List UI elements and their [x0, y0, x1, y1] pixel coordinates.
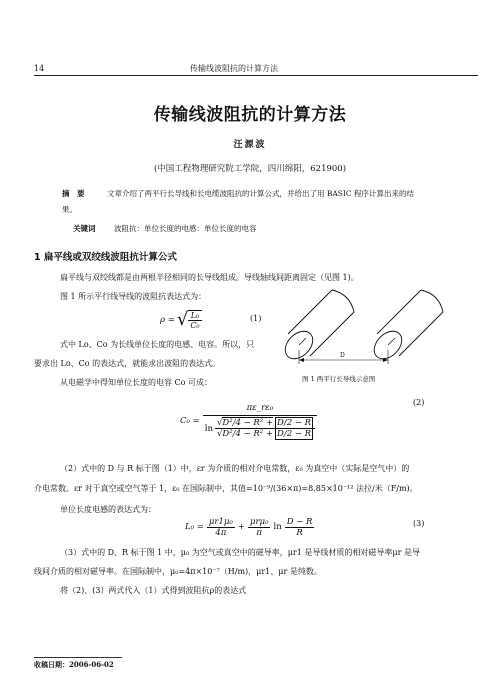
- sqrt-symbol: √: [216, 418, 223, 428]
- footnote-rule: [34, 657, 122, 658]
- author: 汪源波: [233, 140, 267, 150]
- paragraph-line: 扁平线与双绞线都是由两根半径相同的长导线组成。导线轴线间距离固定（见图 1)。: [60, 273, 359, 282]
- eq3-lhs: L₀ =: [185, 522, 204, 532]
- radius-marker-left: [299, 338, 306, 345]
- sqrt-symbol: √: [216, 429, 223, 439]
- radius-marker-right: [388, 338, 395, 345]
- eq2-lhs: C₀ =: [180, 416, 200, 426]
- eq2-ln-fraction: [205, 418, 315, 439]
- eq3-term2-den: π: [256, 527, 263, 538]
- sqrt-symbol: √: [176, 309, 189, 330]
- paragraph-line: 单位长度电感的表达式为：: [60, 505, 156, 514]
- paragraph-line: （3）式中的 D、R 标于图 1 中，μ₀ 为空气或真空中的磁导率，μr1 是导线材质的相对磁导率μr 是导: [60, 548, 420, 557]
- paragraph-line: 从电磁学中得知单位长度的电容 Co 可成：: [60, 378, 213, 387]
- paragraph-line: 图 1 所示平行线导线的波阻抗表达式为：: [60, 292, 207, 301]
- paragraph-line: （2）式中的 D 与 R 标于图（1）中，εr 为介质的相对介电常数，ε₀ 为真空中（实际是空气中）的: [60, 464, 410, 473]
- page-number: 14: [34, 64, 45, 73]
- eq3-term3-den: R: [296, 527, 303, 538]
- section-heading: 1 扁平线或双绞线波阻抗计算公式: [34, 252, 177, 263]
- paragraph-line: 要求出 Lo、Co 的表达式，就能求出波阻的表达式。: [34, 359, 221, 368]
- eq3-term1-den: 4π: [215, 527, 227, 538]
- equation-3: [185, 510, 314, 544]
- eq2-denominator: [203, 416, 317, 439]
- paragraph-line: 介电常数。εr 对于真空或空气等于 1，ε₀ 在国际制中，其值=10⁻⁹/(36×π)=8.85×10⁻¹² 法拉/米（F/m)。: [34, 484, 418, 493]
- eq3-term2-num: μrμ₀: [249, 516, 269, 527]
- figure-caption: 图 1 两平行长导线示意图: [302, 375, 376, 383]
- eq2-term-a: D²/4 − R² +: [222, 418, 274, 428]
- abstract-label: 摘 要: [62, 189, 85, 198]
- paragraph-line: 将（2)、(3）两式代入（1）式得到波阻抗ρ的表达式: [60, 586, 247, 595]
- eq3-plus: +: [237, 522, 245, 532]
- eq2-term-b-minus: D/2 − R: [277, 429, 312, 439]
- dimension-label: D: [340, 352, 345, 359]
- eq3-term2: [248, 517, 271, 538]
- keywords-label: 关键词: [73, 224, 96, 233]
- keywords-text: 波阻抗：单位长度的电感：单位长度的电容: [114, 224, 257, 233]
- eq2-term-a: D²/4 − R² +: [222, 429, 274, 439]
- eq3-term1-num: μr1μ₀: [208, 516, 233, 527]
- eq2-inner-fraction: [215, 418, 315, 439]
- eq2-numerator: πε_rε₀: [203, 403, 317, 416]
- paragraph-line: 线间介质的相对磁导率。在国际制中，μ₀=4π×10⁻⁷（H/m)，μr1、μr 是纯数。: [34, 567, 322, 576]
- equation-1: [160, 307, 202, 333]
- paragraph-line: 式中 Lo、Co 为长线单位长度的电感、电容。所以，只: [60, 340, 255, 349]
- eq2-inner-denominator: [215, 429, 315, 439]
- equation-number: (2): [413, 398, 425, 407]
- equation-number: (3): [413, 519, 425, 528]
- eq1-numerator: L₀: [188, 311, 201, 321]
- equation-number: (1): [250, 314, 262, 323]
- equation-2: [180, 390, 317, 452]
- eq2-term-b: D/2 − R: [277, 418, 312, 428]
- figure-1-drawing: [282, 288, 472, 373]
- affiliation: (中国工程物理研究院工学院，四川绵阳，621900): [153, 164, 347, 174]
- eq2-fraction: [203, 403, 317, 439]
- paper-title: 传输线波阻抗的计算方法: [153, 105, 347, 125]
- eq1-lhs: ρ =: [160, 315, 175, 325]
- eq2-ln: ln: [204, 423, 213, 434]
- received-date: 收稿日期：2006-06-02: [34, 660, 114, 669]
- abstract-text-line2: 果。: [62, 205, 77, 214]
- eq3-term3: [285, 517, 315, 538]
- eq3-term1: [207, 517, 235, 538]
- abstract-text-line1: 文章介绍了两平行长导线和长电缆波阻抗的计算公式，并给出了用 BASIC 程序计算出来的结: [107, 189, 415, 198]
- eq1-fraction: [188, 310, 201, 330]
- header-rule: [34, 75, 478, 76]
- eq3-ln: ln: [273, 522, 282, 532]
- eq3-term3-num: D − R: [286, 516, 313, 527]
- eq1-denominator: C₀: [190, 321, 200, 330]
- running-title: 传输线波阻抗的计算方法: [190, 64, 278, 73]
- right-conductor: [369, 290, 443, 364]
